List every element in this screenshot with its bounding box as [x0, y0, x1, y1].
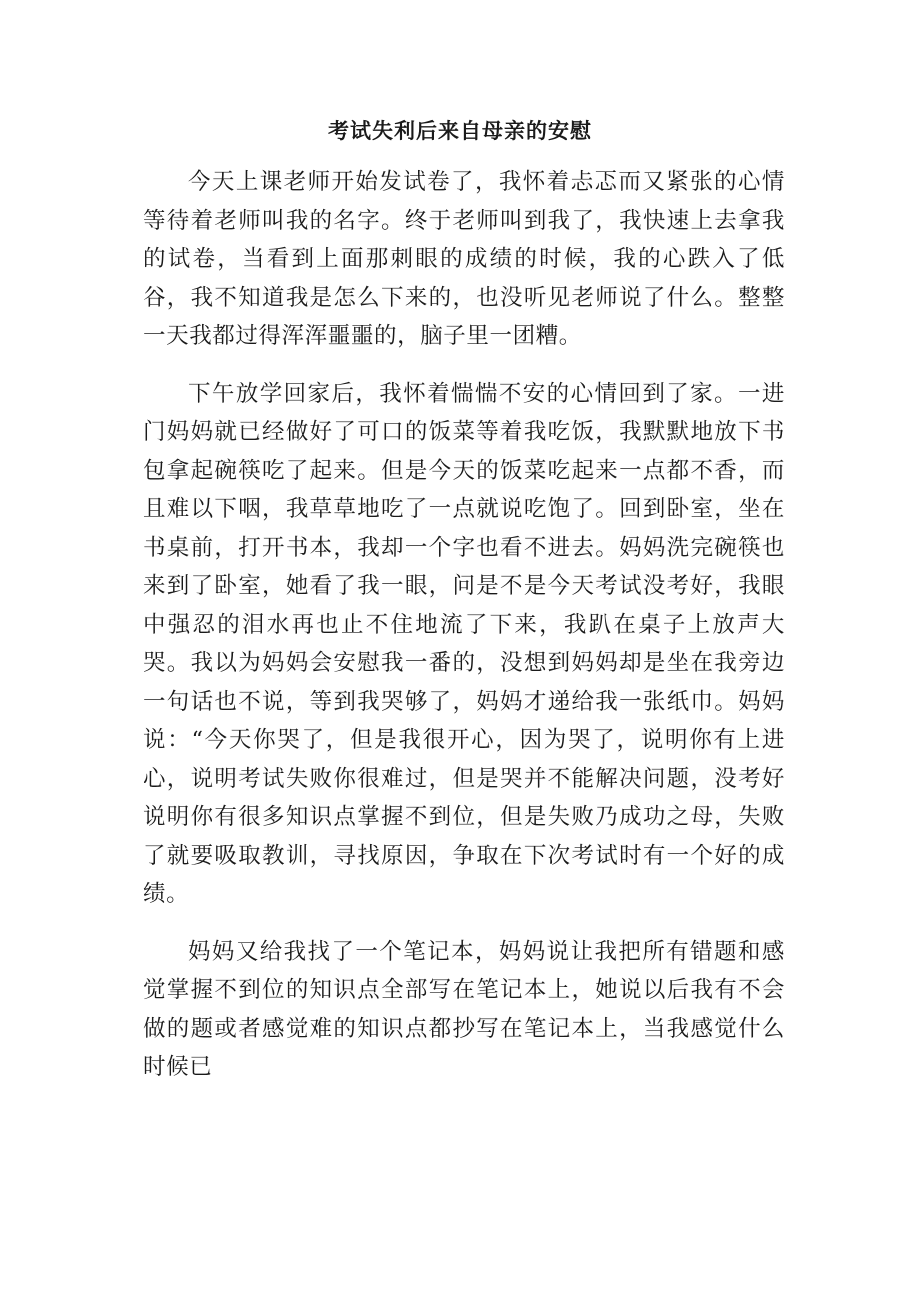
document-title: 考试失利后来自母亲的安慰 [328, 118, 592, 143]
paragraph-3: 妈妈又给我找了一个笔记本，妈妈说让我把所有错题和感觉掌握不到位的知识点全部写在笔记本上，她说以后我有不会做的题或者感觉难的知识点都抄写在笔记本上，当我感觉什么时候已 [143, 938, 785, 1080]
paragraph-1: 今天上课老师开始发试卷了，我怀着忐忑而又紧张的心情等待着老师叫我的名字。终于老师叫到我了，我快速上去拿我的试卷，当看到上面那刺眼的成绩的时候，我的心跌入了低谷，我不知道我是怎么下来的，也没听见老师说了什么。整整一天我都过得浑浑噩噩的，脑子里一团糟。 [143, 169, 785, 349]
paragraph-2: 下午放学回家后，我怀着惴惴不安的心情回到了家。一进门妈妈就已经做好了可口的饭菜等着我吃饭，我默默地放下书包拿起碗筷吃了起来。但是今天的饭菜吃起来一点都不香，而且难以下咽，我草草地吃了一点就说吃饱了。回到卧室，坐在书桌前，打开书本，我却一个字也看不进去。妈妈洗完碗筷也来到了卧室，她看了我一眼，问是不是今天考试没考好，我眼中强忍的泪水再也止不住地流了下来，我趴在桌子上放声大哭。我以为妈妈会安慰我一番的，没想到妈妈却是坐在我旁边一句话也不说，等到我哭够了，妈妈才递给我一张纸巾。妈妈说：“今天你哭了，但是我很开心，因为哭了，说明你有上进心，说明考试失败你很难过，但是哭并不能解决问题，没考好说明你有很多知识点掌握不到位，但是失败乃成功之母，失败了就要吸取教训，寻找原因，争取在下次考试时有一个好的成绩。 [143, 380, 785, 907]
document-body [143, 163, 785, 1106]
